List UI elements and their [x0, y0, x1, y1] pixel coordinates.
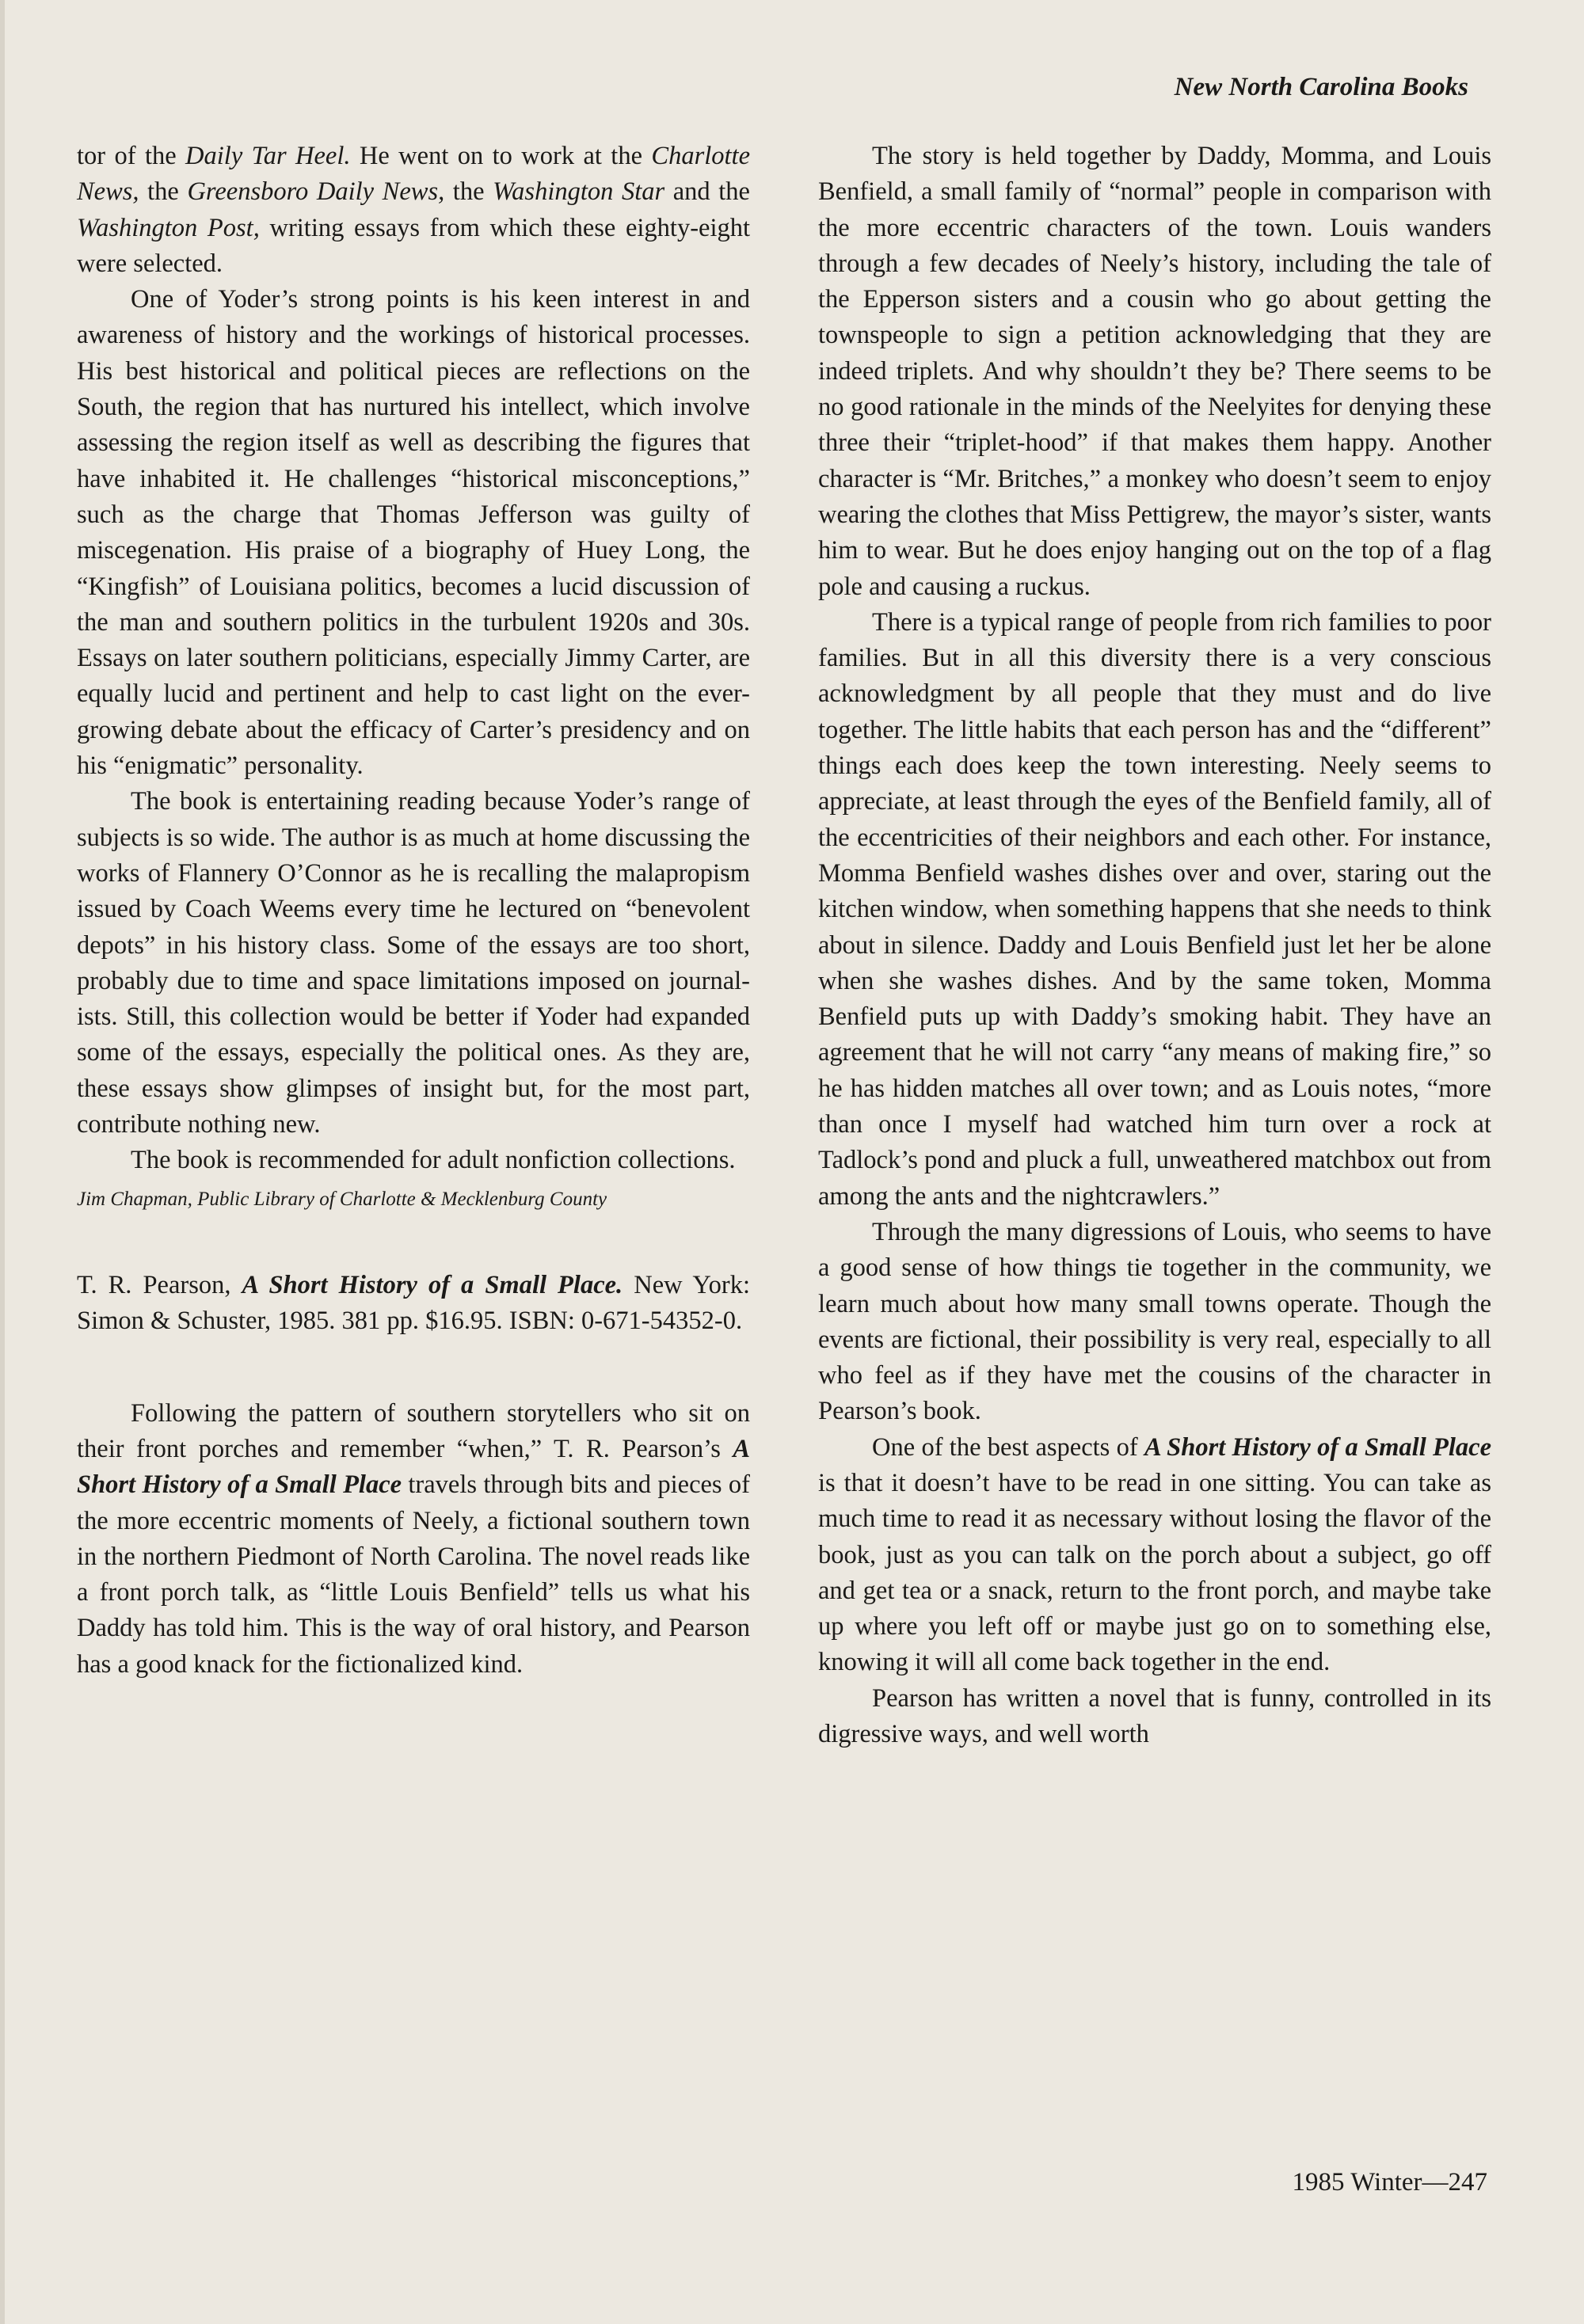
publication-title: Charlotte News, [77, 142, 750, 207]
page-edge-shadow [0, 0, 5, 2324]
book-title: A Short History of a Small Place [77, 1434, 750, 1500]
paragraph: The book is entertaining reading because Yoder’s range of subjects is so wide. The author is as much at home discussing the works of Flannery O’Connor as he is recalling the malapropism issued by Coach Weems every time he lectured on “benevolent depots” in his history class. Some of the essays are too short, probably due to time and space limitations imposed on journalists. Still, this collection would be better if Yoder had expanded some of the essays, especially the political ones. As they are, these essays show glimpses of insight but, for the most part, contribute nothing new. [77, 787, 750, 1139]
publication-title: Washington Post, [77, 213, 260, 242]
publication-title: Daily Tar Heel. [185, 142, 351, 170]
paragraph: One of Yoder’s strong points is his keen interest in and awareness of history and the workings of historical processes. His best historical and political pieces are reflections on the South, the region that has nurtured his intellect, which involve assessing the region itself as well as describing the figures that have inhabited it. He challenges “historical misconceptions,” such as the charge that Thomas Jefferson was guilty of miscegenation. His praise of a biography of Huey Long, the “Kingfish” of Louisiana politics, becomes a lucid discussion of the man and southern politics in the turbulent 1920s and 30s. Essays on later southern politicians, especially Jimmy Carter, are equally lucid and pertinent and help to cast light on the ever-growing debate about the efficacy of Carter’s presidency and on his “enigmatic” personality. [77, 285, 750, 781]
book-title: A Short History of a Small Place [1144, 1432, 1491, 1462]
paragraph: One of the best aspects of A Short History of a Small Place is that it doesn’t have to be read in one sitting. You can take as much time to read it as necessary without losing the flavor of the book, just as you can talk on the porch about a subject, go off and get tea or a snack, return to the front porch, and maybe take up where you left off or maybe just go on to something else, knowing it will all come back together in the end. [818, 1432, 1491, 1677]
citation-author: T. R. Pearson, [77, 1270, 242, 1299]
left-column [77, 139, 750, 1683]
paragraph: Pearson has written a novel that is funny, controlled in its digressive ways, and well worth [818, 1683, 1491, 1749]
running-head: New North Carolina Books [1174, 73, 1468, 101]
paragraph-continued: tor of the Daily Tar Heel. He went on to work at the Charlotte News, the Greensboro Daily News, the Washington Star and the Washington Post, writing essays from which these eighty-eight were selected. [77, 142, 751, 278]
citation-details: New York: Simon & Schuster, 1985. 381 pp. $16.95. ISBN: 0-671-54352-0. [77, 1270, 750, 1335]
paragraph: The book is recommended for adult nonfiction collections. [131, 1146, 736, 1175]
paragraph: The story is held together by Daddy, Momma, and Louis Benfield, a small family of “normal” people in comparison with the more eccentric characters of the town. Louis wanders through a few decades of Neely’s history, including the tale of the Epperson sisters and a cousin who go about getting the townspeople to sign a petition acknowledging that they are indeed triplets. And why shouldn’t they be? There seems to be no good rationale in the minds of the Neelyites for denying these three their “triplet-hood” if that makes them happy. Another character is “Mr. Britches,” a monkey who doesn’t seem to enjoy wearing the clothes that Miss Pettigrew, the mayor’s sister, wants him to wear. But he does enjoy hanging out on the top of a flag pole and causing a ruckus. [818, 142, 1491, 601]
paragraph: Through the many digressions of Louis, who seems to have a good sense of how things tie together in the community, we learn much about how many small towns operate. Though the events are fictional, their possibility is very real, especially to all who feel as if they have met the cousins of the character in Pearson’s book. [818, 1217, 1491, 1426]
reviewer-signature: Jim Chapman, Public Library of Charlotte & Mecklenburg County [77, 1188, 607, 1210]
publication-title: Washington Star [493, 177, 665, 207]
paragraph: There is a typical range of people from rich families to poor families. But in all this diversity there is a very conscious acknowledgment by all people that they must and do live together. The little habits that each person has and the “different” things each does keep the town interesting. Neely seems to appreciate, at least through the eyes of the Benfield family, all of the eccentricities of their neighbors and each other. For instance, Momma Benfield washes dishes over and over, staring out the kitchen window, when something happens that she needs to think about in silence. Daddy and Louis Benfield just let her be alone when she washes dishes. And by the same token, Momma Benfield puts up with Daddy’s smoking habit. They have an agreement that he will not carry “any means of making fire,” so he has hidden matches all over town; and as Louis notes, “more than once I myself had watched him turn over a rock at Tadlock’s pond and pluck a full, unweathered matchbox out from among the ants and the nightcrawlers.” [818, 607, 1491, 1211]
book-citation [77, 1268, 750, 1339]
publication-title: Greensboro Daily News, [187, 177, 445, 207]
right-column [818, 139, 1491, 1752]
page-folio: 1985 Winter—247 [1292, 2168, 1487, 2197]
citation-title: A Short History of a Small Place. [242, 1270, 623, 1299]
paragraph: Following the pattern of southern storytellers who sit on their front porches and remember “when,” T. R. Pearson’s A Short History of a Small Place travels through bits and pieces of the more eccentric moments of Neely, a fictional southern town in the northern Piedmont of North Carolina. The novel reads like a front porch talk, as “little Louis Benfield” tells us what his Daddy has told him. This is the way of oral history, and Pearson has a good knack for the fictionalized kind. [77, 1398, 750, 1679]
